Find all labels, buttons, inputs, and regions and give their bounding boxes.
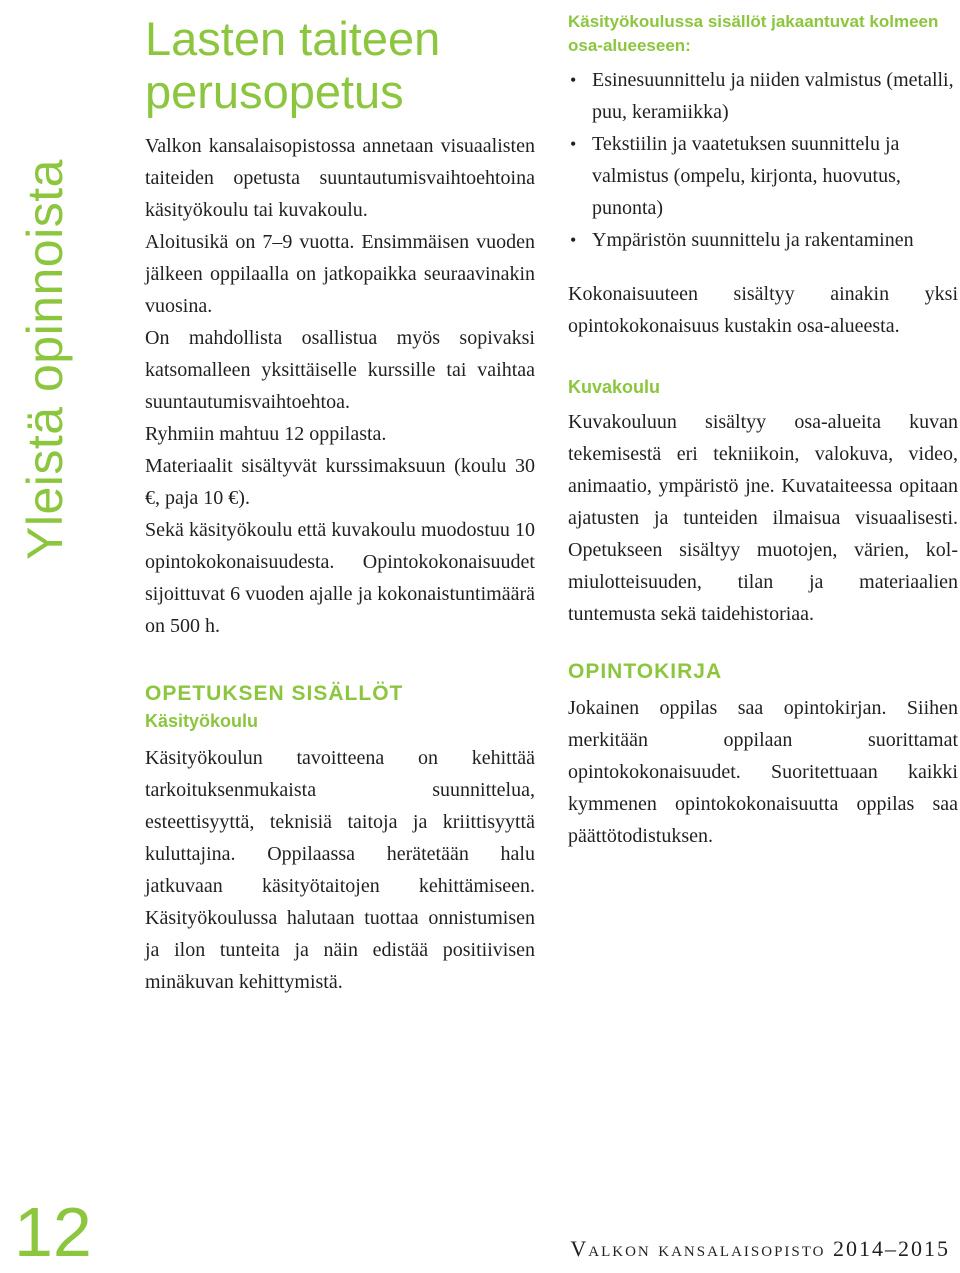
list-item-text: Esinesuunnittelu ja niiden valmistus (metalli, puu, keramiikka) bbox=[592, 69, 954, 123]
bullet-icon: • bbox=[570, 230, 577, 250]
page-title bbox=[145, 12, 535, 118]
section-heading-contents: OPETUKSEN SISÄLLÖT bbox=[145, 682, 404, 705]
page-title-line2: perusopetus bbox=[145, 65, 404, 118]
kuvakoulu-paragraph: Kuvakouluun sisältyy osa-alueita kuvan tekemisestä eri tekniikoin, valokuva, video, animaatio, ympäristö jne. Kuvataiteessa opitaan ajatusten ja tunteiden ilmaisua visuaalisesti. Opetukseen sisältyy muotojen, värien, kolmiulotteisuuden, tilan ja materiaalien tuntemusta sekä taidehistoriaa. bbox=[568, 411, 958, 625]
participation-paragraph: On mahdollista osallistua myös sopivaksi katsomalleen yksittäiselle kurssille tai vaihtaa suuntautumisvaihtoehtoa. bbox=[145, 327, 535, 413]
subheading-kuvakoulu: Kuvakoulu bbox=[568, 377, 661, 397]
starting-age-paragraph: Aloitusikä on 7–9 vuotta. Ensimmäisen vuoden jälkeen oppilaalla on jatkopaikka seuraavinakin vuosina. bbox=[145, 231, 535, 317]
footer-publication: Valkon kansalaisopisto 2014–2015 bbox=[570, 1236, 950, 1261]
side-title bbox=[12, 0, 82, 560]
list-item-text: Ympäristön suunnittelu ja rakentaminen bbox=[592, 229, 914, 251]
page-title-line1: Lasten taiteen bbox=[145, 12, 441, 65]
intro-paragraph: Valkon kansalaisopistossa annetaan visuaalisten taiteiden opetusta suuntautumisvaihtoehtoina käsityökoulu tai kuvakoulu. bbox=[145, 135, 535, 221]
left-column bbox=[145, 12, 535, 998]
right-column bbox=[568, 10, 958, 852]
materials-paragraph: Materiaalit sisältyvät kurssimaksuun (koulu 30 €, paja 10 €). bbox=[145, 455, 535, 509]
content-areas-list bbox=[568, 64, 958, 256]
list-item bbox=[568, 64, 958, 128]
list-item bbox=[568, 224, 958, 256]
group-size-paragraph: Ryhmiin mahtuu 12 oppilasta. bbox=[145, 423, 387, 445]
content-areas-heading: Käsityökoulussa sisällöt jakaantuvat kolmeen osa-alueeseen: bbox=[568, 12, 939, 55]
side-title-text: Yleistä opinnoista bbox=[17, 159, 73, 560]
totality-paragraph: Kokonaisuuteen sisältyy ainakin yksi opintokokonaisuus kustakin osa-alueesta. bbox=[568, 283, 958, 337]
bullet-icon: • bbox=[570, 134, 577, 154]
subheading-kasityokoulu: Käsityökoulu bbox=[145, 711, 259, 731]
bullet-icon: • bbox=[570, 70, 577, 90]
page-number: 12 bbox=[14, 1193, 92, 1271]
structure-paragraph: Sekä käsityökoulu että kuvakoulu muodostuu 10 opintokokonaisuudesta. Opintokokonaisuudet sijoittuvat 6 vuoden ajalle ja kokonaistuntimäärä on 500 h. bbox=[145, 519, 535, 637]
section-heading-opintokirja: OPINTOKIRJA bbox=[568, 660, 723, 683]
list-item-text: Tekstiilin ja vaatetuksen suunnittelu ja valmistus (ompelu, kirjonta, huovutus, punonta) bbox=[592, 133, 901, 219]
list-item bbox=[568, 128, 958, 224]
opintokirja-paragraph: Jokainen oppilas saa opintokirjan. Siihen merkitään oppilaan suorittamat opintokokonaisuudet. Suoritettuaan kaikki kymmenen opintokokonaisuutta oppilas saa päättötodistuksen. bbox=[568, 697, 958, 847]
kasityokoulu-paragraph: Käsityökoulun tavoitteena on kehittää tarkoituksenmukaista suunnittelua, esteettisyyttä, teknisiä taitoja ja kriittisyyttä kuluttajina. Oppilaassa herätetään halu jatkuvaan käsityötaitojen kehittämiseen. Käsityökoulussa halutaan tuottaa onnistumisen ja ilon tunteita ja näin edistää positiivisen minäkuvan kehittymistä. bbox=[145, 747, 535, 993]
